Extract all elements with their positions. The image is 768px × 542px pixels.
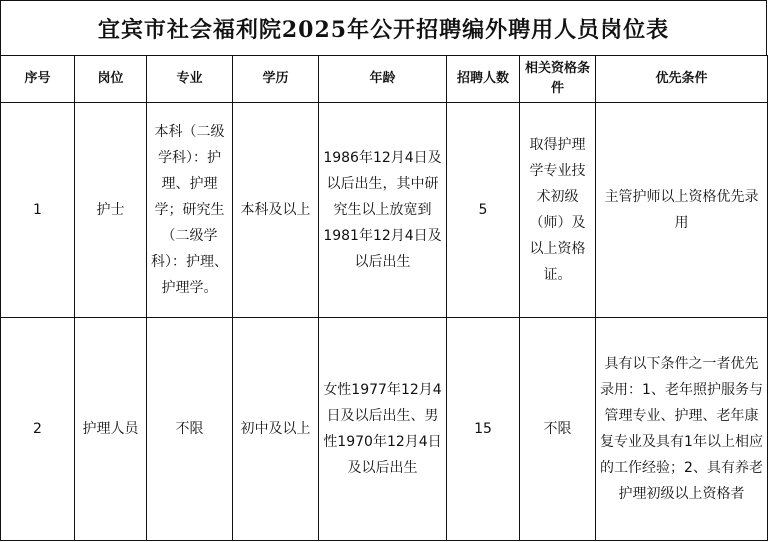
cell-age	[319, 103, 447, 318]
priority-text: 具有以下条件之一者优先录用：1、老年照护服务与管理专业、护理、老年康复专业及具有1年以上相应的工作经验；2、具有养老护理初级以上资格者	[600, 356, 763, 502]
header-count: 招聘人数	[447, 56, 520, 103]
header-no: 序号	[1, 56, 75, 103]
age-text: 1986年12月4日及以后出生，其中研究生以上放宽到1981年12月4日及以后出生	[323, 150, 442, 270]
table-row	[1, 318, 768, 541]
cell-count: 15	[447, 318, 520, 541]
qualification-text: 取得护理学专业技术初级（师）及以上资格证。	[529, 137, 586, 283]
header-age: 年龄	[319, 56, 447, 103]
cell-age	[319, 318, 447, 541]
major-text: 本科（二级学科）：护理、护理学；研究生（二级学科）：护理、护理学。	[151, 124, 228, 296]
header-education: 学历	[233, 56, 319, 103]
cell-priority	[596, 318, 768, 541]
header-major: 专业	[147, 56, 233, 103]
cell-education: 初中及以上	[233, 318, 319, 541]
positions-table	[0, 55, 768, 541]
cell-count: 5	[447, 103, 520, 318]
cell-no: 2	[1, 318, 75, 541]
cell-qualification	[520, 103, 596, 318]
cell-position: 护士	[75, 103, 147, 318]
header-qualification: 相关资格条件	[520, 56, 596, 103]
page-title: 宜宾市社会福利院2025年公开招聘编外聘用人员岗位表	[0, 0, 767, 56]
header-priority: 优先条件	[596, 56, 768, 103]
cell-qualification: 不限	[520, 318, 596, 541]
header-position: 岗位	[75, 56, 147, 103]
cell-education: 本科及以上	[233, 103, 319, 318]
table-row	[1, 103, 768, 318]
cell-no: 1	[1, 103, 75, 318]
table-header-row	[1, 56, 768, 103]
cell-major	[147, 103, 233, 318]
cell-priority	[596, 103, 768, 318]
cell-major: 不限	[147, 318, 233, 541]
age-text: 女性1977年12月4日及以后出生、男性1970年12月4日及以后出生	[323, 382, 442, 476]
cell-position: 护理人员	[75, 318, 147, 541]
priority-text: 主管护师以上资格优先录用	[604, 189, 759, 231]
